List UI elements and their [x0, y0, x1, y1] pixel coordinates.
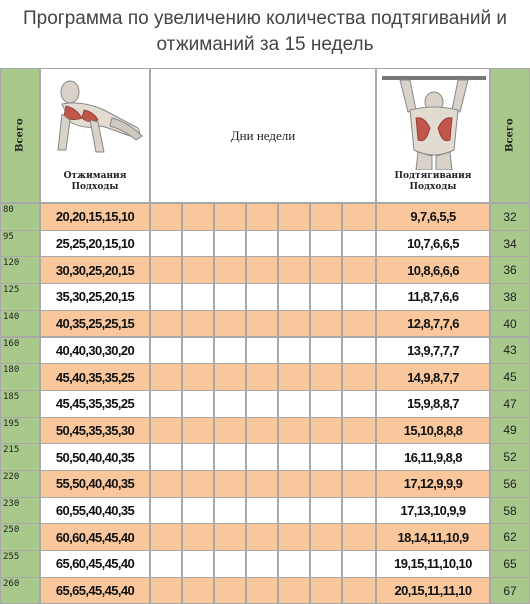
day-cell [182, 310, 214, 338]
day-cell [246, 497, 278, 525]
day-cell [150, 283, 182, 311]
day-cell [214, 256, 246, 284]
day-cell [342, 310, 376, 338]
pushup-total: 120 [0, 256, 40, 284]
pushup-figure-icon [42, 70, 150, 170]
pushup-sets: 50,45,35,35,30 [40, 417, 150, 445]
pushup-total: 195 [0, 417, 40, 445]
day-cell [310, 310, 342, 338]
pullups-sublabel: Подходы [409, 182, 457, 192]
pullup-total: 38 [490, 283, 530, 311]
header-total-right: Всего [490, 68, 530, 203]
pushup-total: 260 [0, 577, 40, 604]
day-cell [182, 363, 214, 391]
day-cell [182, 523, 214, 551]
day-cell [150, 203, 182, 231]
day-cell [310, 203, 342, 231]
day-cell [342, 363, 376, 391]
day-cell [182, 443, 214, 471]
day-cell [310, 337, 342, 365]
pullup-sets: 17,13,10,9,9 [376, 497, 490, 525]
day-cell [342, 203, 376, 231]
day-cell [182, 577, 214, 604]
day-cell [310, 390, 342, 418]
day-cell [182, 337, 214, 365]
pullup-sets: 14,9,8,7,7 [376, 363, 490, 391]
pullup-sets: 10,8,6,6,6 [376, 256, 490, 284]
day-cell [150, 417, 182, 445]
day-cell [278, 337, 310, 365]
pullup-total: 43 [490, 337, 530, 365]
pushup-total: 125 [0, 283, 40, 311]
day-cell [342, 230, 376, 258]
day-cell [150, 443, 182, 471]
pullup-total: 62 [490, 523, 530, 551]
day-cell [150, 337, 182, 365]
day-cell [182, 283, 214, 311]
day-cell [182, 256, 214, 284]
title-line-2: отжиманий за 15 недель [156, 34, 374, 55]
day-cell [150, 577, 182, 604]
day-cell [278, 256, 310, 284]
day-cell [342, 443, 376, 471]
day-cell [246, 203, 278, 231]
pullup-sets: 15,10,8,8,8 [376, 417, 490, 445]
day-cell [150, 310, 182, 338]
day-cell [342, 256, 376, 284]
day-cell [342, 577, 376, 604]
day-cell [342, 337, 376, 365]
day-cell [278, 550, 310, 578]
pullup-sets: 20,15,11,11,10 [376, 577, 490, 604]
day-cell [246, 256, 278, 284]
pushup-sets: 65,60,45,45,40 [40, 550, 150, 578]
pushup-sets: 20,20,15,15,10 [40, 203, 150, 231]
pullup-sets: 13,9,7,7,7 [376, 337, 490, 365]
pullup-total: 65 [490, 550, 530, 578]
pushups-sublabel: Подходы [71, 182, 119, 192]
pushup-sets: 50,50,40,40,35 [40, 443, 150, 471]
pullup-sets: 11,8,7,6,6 [376, 283, 490, 311]
pullup-total: 40 [490, 310, 530, 338]
day-cell [278, 230, 310, 258]
pullup-sets: 17,12,9,9,9 [376, 470, 490, 498]
pullup-sets: 18,14,11,10,9 [376, 523, 490, 551]
day-cell [182, 203, 214, 231]
day-cell [246, 443, 278, 471]
day-cell [246, 523, 278, 551]
day-cell [214, 363, 246, 391]
day-cell [342, 390, 376, 418]
pushups-label: Отжимания [63, 171, 127, 181]
day-cell [278, 203, 310, 231]
pullup-total: 36 [490, 256, 530, 284]
pullup-sets: 19,15,11,10,10 [376, 550, 490, 578]
pullup-total: 47 [490, 390, 530, 418]
pullup-sets: 10,7,6,6,5 [376, 230, 490, 258]
day-cell [310, 470, 342, 498]
pushup-sets: 40,40,30,30,20 [40, 337, 150, 365]
day-cell [182, 390, 214, 418]
pullup-total: 45 [490, 363, 530, 391]
title-line-1: Программа по увеличению количества подтягиваний и [23, 8, 507, 29]
day-cell [310, 497, 342, 525]
day-cell [246, 283, 278, 311]
pullup-sets: 16,11,9,8,8 [376, 443, 490, 471]
pushup-total: 215 [0, 443, 40, 471]
pushup-sets: 65,65,45,45,40 [40, 577, 150, 604]
header-days-of-week: Дни недели [150, 68, 376, 203]
pushup-sets: 45,40,35,35,25 [40, 363, 150, 391]
day-cell [214, 577, 246, 604]
pushup-total: 255 [0, 550, 40, 578]
pullup-sets: 12,8,7,7,6 [376, 310, 490, 338]
day-cell [310, 577, 342, 604]
day-cell [214, 310, 246, 338]
day-cell [342, 417, 376, 445]
day-cell [342, 470, 376, 498]
pushup-total: 160 [0, 337, 40, 365]
day-cell [182, 497, 214, 525]
pullup-sets: 15,9,8,8,7 [376, 390, 490, 418]
pushup-total: 185 [0, 390, 40, 418]
day-cell [246, 337, 278, 365]
day-cell [214, 230, 246, 258]
day-cell [214, 283, 246, 311]
pushup-total: 250 [0, 523, 40, 551]
day-cell [342, 283, 376, 311]
pushup-total: 180 [0, 363, 40, 391]
day-cell [150, 523, 182, 551]
pushup-total: 95 [0, 230, 40, 258]
day-cell [310, 283, 342, 311]
day-cell [214, 497, 246, 525]
pullup-sets: 9,7,6,5,5 [376, 203, 490, 231]
day-cell [214, 470, 246, 498]
day-cell [278, 577, 310, 604]
day-cell [278, 470, 310, 498]
pushup-sets: 30,30,25,20,15 [40, 256, 150, 284]
pushup-total: 230 [0, 497, 40, 525]
day-cell [150, 550, 182, 578]
day-cell [310, 523, 342, 551]
pushup-sets: 55,50,40,40,35 [40, 470, 150, 498]
day-cell [310, 417, 342, 445]
pullups-label: Подтягивания [394, 171, 472, 181]
day-cell [278, 417, 310, 445]
day-cell [278, 443, 310, 471]
day-cell [150, 470, 182, 498]
day-cell [310, 363, 342, 391]
pushup-total: 80 [0, 203, 40, 231]
day-cell [246, 363, 278, 391]
day-cell [246, 470, 278, 498]
pushup-total: 220 [0, 470, 40, 498]
day-cell [182, 230, 214, 258]
day-cell [310, 256, 342, 284]
header-pushups [40, 68, 150, 203]
day-cell [246, 230, 278, 258]
day-cell [342, 523, 376, 551]
day-cell [278, 310, 310, 338]
pullup-figure-icon [378, 70, 490, 170]
day-cell [246, 577, 278, 604]
pushup-sets: 25,25,20,15,10 [40, 230, 150, 258]
day-cell [150, 363, 182, 391]
day-cell [182, 470, 214, 498]
day-cell [278, 390, 310, 418]
day-cell [246, 417, 278, 445]
day-cell [214, 550, 246, 578]
day-cell [214, 390, 246, 418]
pullup-total: 58 [490, 497, 530, 525]
day-cell [214, 443, 246, 471]
day-cell [150, 230, 182, 258]
training-table [0, 68, 530, 604]
pushup-total: 140 [0, 310, 40, 338]
day-cell [246, 550, 278, 578]
day-cell [150, 497, 182, 525]
pullup-total: 49 [490, 417, 530, 445]
page-title [0, 6, 530, 58]
day-cell [246, 390, 278, 418]
header-pullups [376, 68, 490, 203]
pullup-total: 32 [490, 203, 530, 231]
pullup-total: 34 [490, 230, 530, 258]
pushup-sets: 45,45,35,35,25 [40, 390, 150, 418]
day-cell [214, 203, 246, 231]
day-cell [214, 337, 246, 365]
day-cell [310, 443, 342, 471]
pullup-total: 52 [490, 443, 530, 471]
pushup-sets: 60,60,45,45,40 [40, 523, 150, 551]
day-cell [310, 550, 342, 578]
day-cell [150, 256, 182, 284]
pushup-sets: 40,35,25,25,15 [40, 310, 150, 338]
day-cell [150, 390, 182, 418]
day-cell [214, 523, 246, 551]
day-cell [182, 417, 214, 445]
day-cell [214, 417, 246, 445]
day-cell [278, 497, 310, 525]
day-cell [278, 523, 310, 551]
day-cell [278, 283, 310, 311]
day-cell [342, 497, 376, 525]
day-cell [342, 550, 376, 578]
pullup-total: 56 [490, 470, 530, 498]
pushup-sets: 60,55,40,40,35 [40, 497, 150, 525]
day-cell [278, 363, 310, 391]
pullup-total: 67 [490, 577, 530, 604]
day-cell [182, 550, 214, 578]
day-cell [310, 230, 342, 258]
header-total-left: Всего [0, 68, 40, 203]
pushup-sets: 35,30,25,20,15 [40, 283, 150, 311]
day-cell [246, 310, 278, 338]
